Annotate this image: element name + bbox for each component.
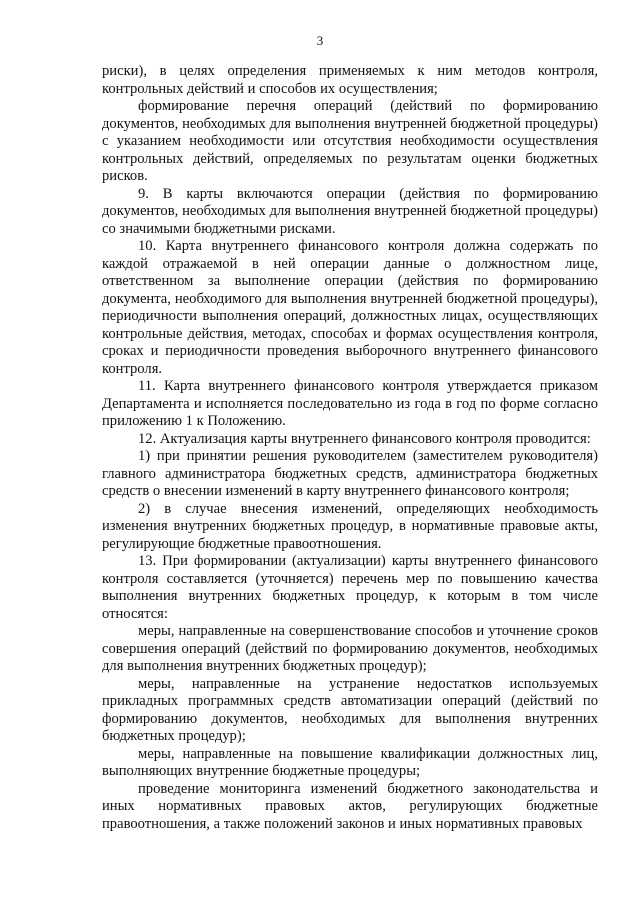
paragraph-item-12: 12. Актуализация карты внутреннего финансового контроля проводится: xyxy=(138,430,591,447)
paragraph-item-10: 10. Карта внутреннего финансового контроля должна содержать по каждой отражаемой в ней операции данные о должностном лице, ответственном за выполнение операции (действия по формированию документа, необходимого для выполнения внутренней бюджетной процедуры), периодичности выполнения операций, должностных лицах, осуществляющих контрольные действия, методах, способах и формах осуществления контроля, сроках и периодичности проведения выборочного внутреннего финансового контроля. xyxy=(102,238,598,377)
paragraph-continuation: риски), в целях определения применяемых к ним методов контроля, контрольных действий и способов их осуществления; xyxy=(102,63,598,97)
paragraph-measure-software: меры, направленные на устранение недостатков используемых прикладных программных средств автоматизации операций (действий по формированию документов, необходимых для выполнения внутренних бюджетных процедур); xyxy=(102,675,598,744)
page-number: 3 xyxy=(316,33,324,48)
paragraph-item-12-1: 1) при принятии решения руководителем (заместителем руководителя) главного администратора бюджетных средств, администратора бюджетных средств о внесении изменений в карту внутреннего финансового контроля; xyxy=(102,448,598,499)
paragraph-measure-qualification: меры, направленные на повышение квалификации должностных лиц, выполняющих внутренние бюджетные процедуры; xyxy=(102,745,598,779)
paragraph-operations-list: формирование перечня операций (действий по формированию документов, необходимых для выполнения внутренней бюджетной процедуры) с указанием необходимости или отсутствия необходимости осуществления контрольных действий, определяемых по результатам оценки бюджетных рисков. xyxy=(102,98,598,184)
paragraph-item-11: 11. Карта внутреннего финансового контроля утверждается приказом Департамента и исполняется последовательно из года в год по форме согласно приложению 1 к Положению. xyxy=(102,378,598,429)
paragraph-item-13: 13. При формировании (актуализации) карты внутреннего финансового контроля составляется (уточняется) перечень мер по повышению качества выполнения внутренних бюджетных процедур, к которым в том числе относятся: xyxy=(102,553,598,622)
paragraph-measure-methods: меры, направленные на совершенствование способов и уточнение сроков совершения операций (действий по формированию документов, необходимых для выполнения внутренних бюджетных процедур); xyxy=(102,623,598,674)
paragraph-item-9: 9. В карты включаются операции (действия по формированию документов, необходимых для выполнения внутренней бюджетной процедуры) со значимыми бюджетными рисками. xyxy=(102,185,598,237)
paragraph-item-12-2: 2) в случае внесения изменений, определяющих необходимость изменения внутренних бюджетных процедур, в нормативные правовые акты, регулирующие бюджетные правоотношения. xyxy=(102,500,598,552)
document-body xyxy=(102,63,598,833)
paragraph-monitoring: проведение мониторинга изменений бюджетного законодательства и иных нормативных правовых актов, регулирующих бюджетные правоотношения, а также положений законов и иных нормативных правовых xyxy=(102,780,598,832)
